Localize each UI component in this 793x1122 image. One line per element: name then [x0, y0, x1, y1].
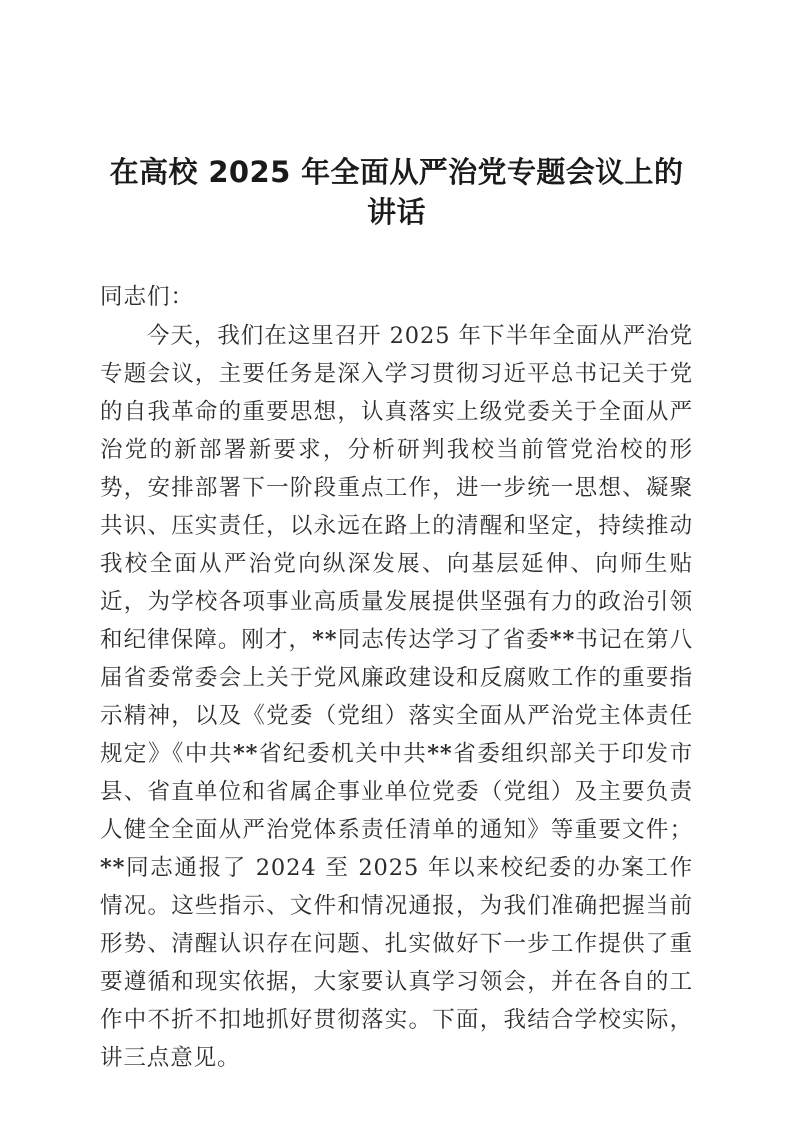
- redaction-marker: **: [549, 627, 576, 653]
- page-title: 在高校 2025 年全面从严治党专题会议上的讲话: [109, 155, 684, 229]
- redaction-marker: **: [427, 741, 453, 767]
- body-paragraph-1: 今天，我们在这里召开 2025 年下半年全面从严治党专题会议，主要任务是深入学习贯彻习近平总书记关于党的自我革命的重要思想，认真落实上级党委关于全面从严治党的新部署新要求，分析研判我校当前管党治校的形势，安排部署下一阶段重点工作，进一步统一思想、凝聚共识、压实责任，以永远在路上的清醒和坚定，持续推动我校全面从严治党向纵深发展、向基层延伸、向师生贴近，为学校各项事业高质量发展提供坚强有力的政治引领和纪律保障。刚才，**同志传达学习了省委**书记在第八届省委常委会上关于党风廉政建设和反腐败工作的重要指示精神，以及《党委（党组）落实全面从严治党主体责任规定》《中共**省纪委机关中共**省委组织部关于印发市县、省直单位和省属企事业单位党委（党组）及主要负责人健全全面从严治党体系责任清单的通知》等重要文件；**同志通报了 2024 至 2025 年以来校纪委的办案工作情况。这些指示、文件和情况通报，为我们准确把握当前形势、清醒认识存在问题、扎实做好下一步工作提供了重要遵循和现实依据，大家要认真学习领会，并在各自的工作中不折不扣地抓好贯彻落实。下面，我结合学校实际，讲三点意见。: [100, 323, 693, 1071]
- salutation: 同志们：: [100, 284, 195, 310]
- redaction-marker: **: [312, 627, 338, 653]
- redaction-marker: **: [232, 741, 259, 767]
- redaction-marker: **: [100, 855, 126, 881]
- document-body: [100, 152, 693, 1077]
